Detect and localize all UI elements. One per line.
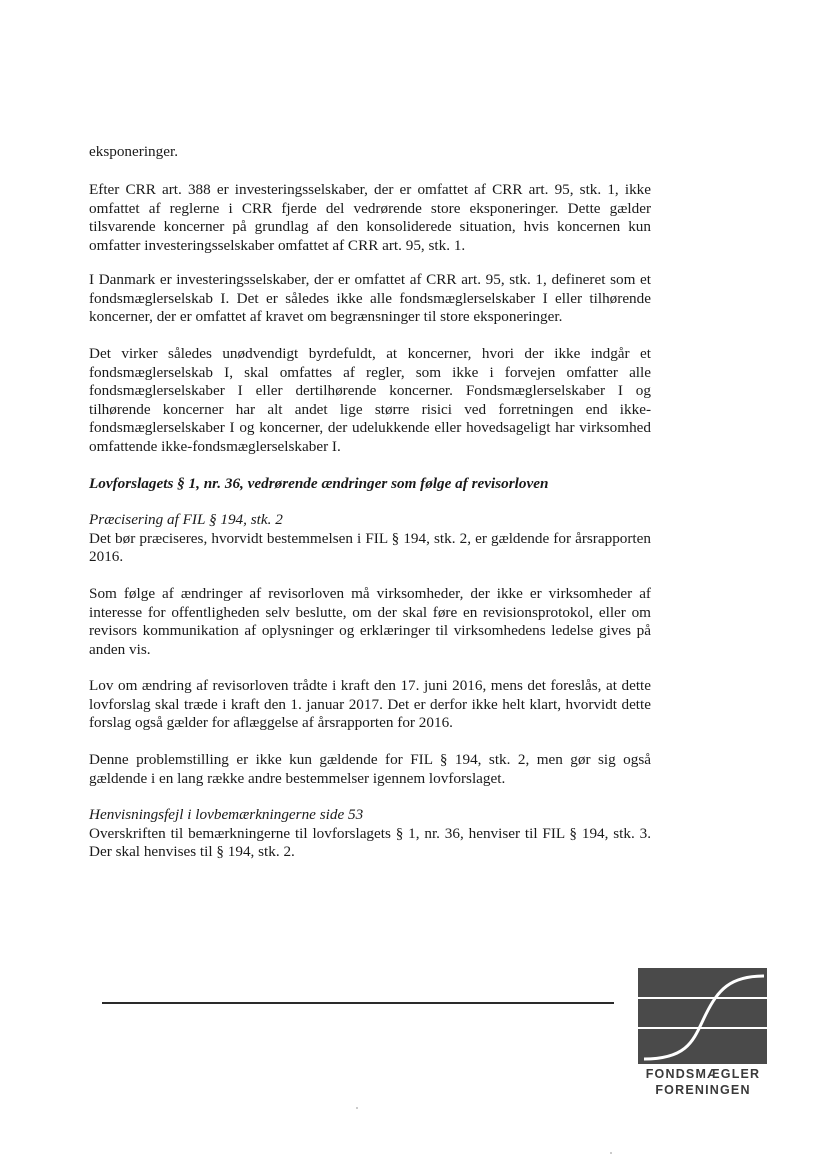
- body-text-block: [89, 143, 651, 162]
- scan-speck: [610, 1152, 612, 1154]
- logo-text-line2: FORENINGEN: [655, 1083, 751, 1097]
- section-heading: Lovforslagets § 1, nr. 36, vedrørende ændringer som følge af revisorloven: [89, 475, 549, 492]
- paragraph-praeciseres: Det bør præciseres, hvorvidt bestemmelsen i FIL § 194, stk. 2, er gældende for årsrapporten 2016.: [89, 529, 651, 566]
- body-text-block: [89, 751, 651, 788]
- paragraph-overskriften: Overskriften til bemærkningerne til lovforslagets § 1, nr. 36, henviser til FIL § 194, stk. 3. Der skal henvises til § 194, stk. 2.: [89, 824, 651, 861]
- paragraph-problemstilling: Denne problemstilling er ikke kun gældende for FIL § 194, stk. 2, men gør sig også gældende i en lang række andre bestemmelser igennem lovforslaget.: [89, 751, 651, 787]
- fondsmaegler-logo-icon: [638, 968, 767, 1064]
- subheading-henvisningsfejl: Henvisningsfejl i lovbemærkningerne side 53: [89, 806, 364, 823]
- body-text-block: [89, 806, 651, 862]
- body-text-block: [89, 345, 651, 457]
- subheading-praecisering: Præcisering af FIL § 194, stk. 2: [89, 511, 283, 528]
- body-text-block: [89, 511, 651, 567]
- logo-text-line1: FONDSMÆGLER: [645, 1067, 761, 1081]
- body-text-block: [89, 677, 651, 733]
- paragraph-byrdefuldt: Det virker således unødvendigt byrdefuldt, at koncerner, hvori der ikke indgår et fondsmæglerselskab I, skal omfattes af regler, som ikke i forvejen omfatter alle fondsmæglerselskaber I eller dertilhørende koncerner. Fondsmæglerselskaber I og tilhørende koncerner har alt andet lige større risici ved forretningen end ikke-fondsmæglerselskaber I og koncerner, der udelukkende eller hovedsageligt har virksomhed omfattende ikke-fondsmæglerselskaber I.: [89, 345, 651, 455]
- body-text-block: [89, 271, 651, 327]
- footer-divider: [102, 1002, 614, 1004]
- paragraph-continuation: eksponeringer.: [89, 143, 178, 160]
- scan-speck: [356, 1107, 358, 1109]
- paragraph-crr-art-388: Efter CRR art. 388 er investeringsselskaber, der er omfattet af CRR art. 95, stk. 1, ikke omfattet af reglerne i CRR fjerde del vedrørende store eksponeringer. Dette gælder tilsvarende koncerner på grundlag af den konsoliderede situation, hvis koncernen kun omfatter investeringsselskaber omfattet af CRR art. 95, stk. 1.: [89, 181, 651, 254]
- paragraph-danmark: I Danmark er investeringsselskaber, der er omfattet af CRR art. 95, stk. 1, defineret som et fondsmæglerselskab I. Det er således ikke alle fondsmæglerselskaber I eller tilhørende koncerner, der er omfattet af kravet om begrænsninger til store eksponeringer.: [89, 271, 651, 326]
- body-text-block: [89, 585, 651, 659]
- body-text-block: [89, 181, 651, 255]
- body-text-block: [89, 475, 651, 494]
- paragraph-ikrafttraeden: Lov om ændring af revisorloven trådte i kraft den 17. juni 2016, mens det foreslås, at dette lovforslag skal træde i kraft den 1. januar 2017. Det er derfor ikke helt klart, hvorvidt dette forslag også gælder for aflæggelse af årsrapporten for 2016.: [89, 677, 651, 732]
- paragraph-revisorloven: Som følge af ændringer af revisorloven må virksomheder, der ikke er virksomheder af interesse for offentligheden selv beslutte, om der skal føre en revisionsprotokol, eller om revisors kommunikation af oplysninger og erklæringer til virksomhedens ledelse gives på anden vis.: [89, 585, 651, 658]
